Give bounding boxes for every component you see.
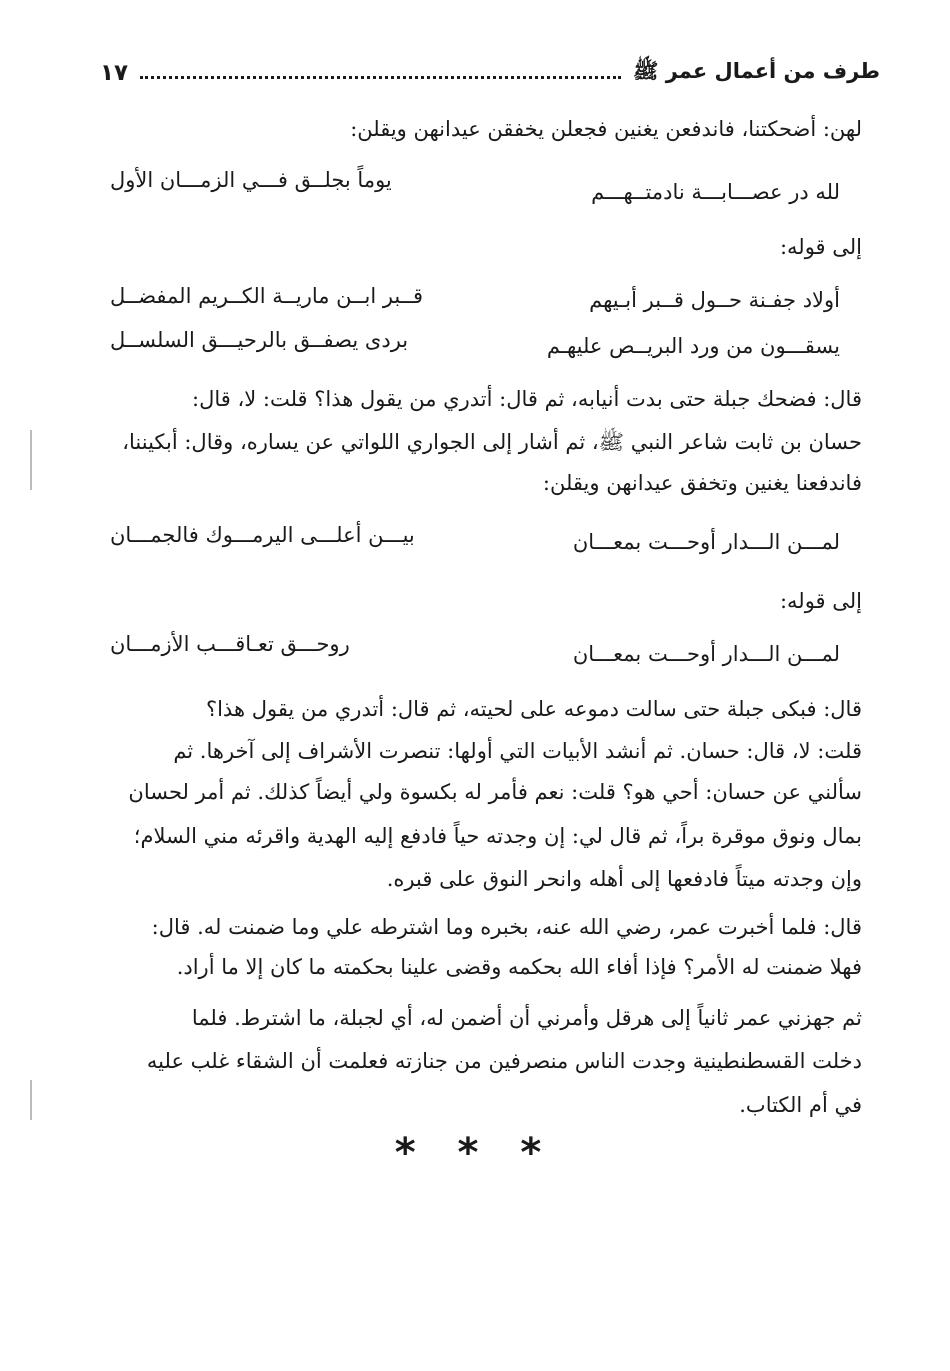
paragraph-line: قال: فلما أخبرت عمر، رضي الله عنه، بخبره وما اشترطه علي وما ضمنت له. قال: [151,915,862,939]
verse-second-hemistich: يوماً بجلــق فـــي الزمـــان الأول [110,168,392,192]
scan-margin-mark [30,1080,32,1120]
ila-qawlihi-label: إلى قوله: [779,589,862,613]
paragraph-line: قال: فضحك جبلة حتى بدت أنيابه، ثم قال: أتدري من يقول هذا؟ قلت: لا، قال: [192,387,862,411]
paragraph-line: لهن: أضحكتنا، فاندفعن يغنين فجعلن يخفقن عيدانهن ويقلن: [350,117,862,141]
paragraph-line: وإن وجدته ميتاً فادفعها إلى أهله وانحر النوق على قبره. [386,867,862,891]
verse-second-hemistich: قــبر ابــن ماريــة الكــريم المفضــل [110,284,424,308]
verse-first-hemistich: يسقـــون من ورد البريــص عليهـم [546,334,840,358]
paragraph-line: سألني عن حسان: أحي هو؟ قلت: نعم فأمر له بكسوة ولي أيضاً كذلك. ثم أمر لحسان [128,780,862,804]
paragraph-line: حسان بن ثابت شاعر النبي ﷺ، ثم أشار إلى الجواري اللواتي عن يساره، وقال: أبكيننا، [122,430,862,454]
running-title: طرف من أعمال عمر ﷺ [633,58,880,83]
page-header [100,48,880,98]
ila-qawlihi-label: إلى قوله: [779,235,862,259]
paragraph-line: قلت: لا، قال: حسان. ثم أنشد الأبيات التي أولها: تنصرت الأشراف إلى آخرها. ثم [173,739,862,763]
paragraph-line: ثم جهزني عمر ثانياً إلى هرقل وأمرني أن أضمن له، أي لجبلة، ما اشترط. فلما [191,1006,862,1030]
paragraph-line: دخلت القسطنطينية وجدت الناس منصرفين من جنازته فعلمت أن الشقاء غلب عليه [146,1049,862,1073]
verse-second-hemistich: روحـــق تعـاقـــب الأزمـــان [110,632,350,656]
dotted-leader [140,76,621,79]
page-number: ١٧ [100,60,129,86]
paragraph-line: فهلا ضمنت له الأمر؟ فإذا أفاء الله بحكمه وقضى علينا بحكمته ما كان إلا ما أراد. [176,955,862,979]
verse-first-hemistich: لمـــن الـــدار أوحـــت بمعـــان [572,642,840,666]
verse-second-hemistich: بيـــن أعلـــى اليرمـــوك فالجمـــان [110,523,415,547]
paragraph-line: في أم الكتاب. [739,1093,862,1117]
verse-first-hemistich: لله در عصـــابـــة نادمتــهـــم [591,180,840,204]
verse-second-hemistich: بردى يصفــق بالرحيـــق السلســل [110,328,409,352]
verse-first-hemistich: لمـــن الـــدار أوحـــت بمعـــان [572,530,840,554]
paragraph-line: بمال ونوق موقرة براً، ثم قال لي: إن وجدته حياً فادفع إليه الهدية واقرئه مني السلام؛ [133,824,862,848]
paragraph-line: قال: فبكى جبلة حتى سالت دموعه على لحيته، ثم قال: أتدري من يقول هذا؟ [205,697,862,721]
section-end-ornament: * * * [394,1130,556,1176]
verse-first-hemistich: أولاد جفـنة حــول قــبر أبـيهم [589,288,840,312]
scan-margin-mark [30,430,32,490]
paragraph-line: فاندفعنا يغنين وتخفق عيدانهن ويقلن: [542,471,862,495]
